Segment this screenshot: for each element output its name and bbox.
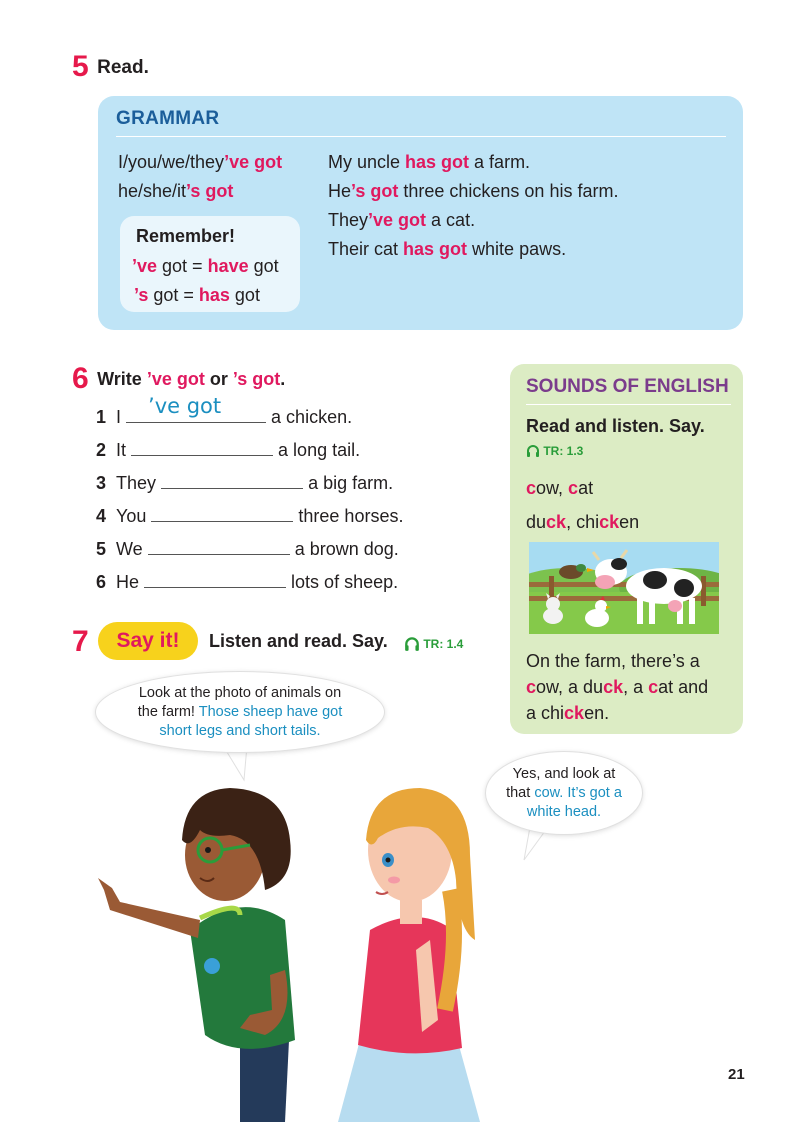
headphones-icon bbox=[526, 444, 540, 457]
text: cow. It’s got a bbox=[534, 785, 622, 801]
list-item bbox=[96, 569, 426, 602]
farm-illustration bbox=[529, 542, 719, 634]
audio-track[interactable] bbox=[526, 444, 583, 458]
text: , a bbox=[623, 677, 649, 697]
headphones-icon bbox=[404, 636, 420, 651]
item-number: 1 bbox=[96, 407, 107, 427]
text: My uncle bbox=[328, 152, 406, 172]
page-number: 21 bbox=[728, 1066, 745, 1083]
text-line: Look at the photo of animals on bbox=[138, 685, 342, 701]
item-number: 6 bbox=[96, 572, 107, 592]
text: a cat. bbox=[426, 210, 476, 230]
full-form: has bbox=[198, 285, 230, 305]
list-item bbox=[96, 470, 426, 503]
answer-blank[interactable] bbox=[144, 569, 286, 588]
grammar-example-1 bbox=[328, 148, 530, 177]
grammar-form-singular bbox=[118, 177, 233, 206]
text: en bbox=[619, 512, 640, 532]
item-number: 3 bbox=[96, 473, 107, 493]
remember-title: Remember! bbox=[136, 226, 236, 246]
item-number: 5 bbox=[96, 539, 107, 559]
text: , chi bbox=[566, 512, 600, 532]
text: got = bbox=[157, 256, 208, 276]
text-line: short legs and short tails. bbox=[159, 723, 321, 739]
bubble-text bbox=[96, 684, 384, 741]
sounds-of-english-box bbox=[510, 364, 743, 734]
text: white paws. bbox=[467, 239, 567, 259]
track-label: TR: 1.3 bbox=[543, 444, 584, 458]
item-rest: a brown dog. bbox=[294, 539, 399, 559]
text: that bbox=[506, 785, 535, 801]
say-it-label: Say it! bbox=[116, 629, 180, 652]
text: three chickens on his farm. bbox=[398, 181, 619, 201]
form-subjects: he/she/it bbox=[118, 181, 187, 201]
sentence-line-3 bbox=[526, 700, 708, 726]
grammar-example-2 bbox=[328, 177, 618, 206]
form-subjects: I/you/we/they bbox=[118, 152, 225, 172]
answer-blank[interactable] bbox=[161, 470, 303, 489]
text: ’ve got bbox=[146, 369, 205, 389]
farm-animals-image bbox=[529, 542, 719, 634]
sounds-title: SOUNDS OF ENGLISH bbox=[526, 376, 729, 397]
text: got bbox=[229, 285, 260, 305]
verb: ’ve got bbox=[368, 210, 427, 230]
text: He bbox=[328, 181, 352, 201]
text: du bbox=[526, 512, 547, 532]
text: at and bbox=[658, 677, 709, 697]
remember-box bbox=[120, 216, 300, 312]
text: got = bbox=[148, 285, 199, 305]
grammar-example-3 bbox=[328, 206, 475, 235]
text: the farm! bbox=[137, 704, 199, 720]
grammar-box bbox=[98, 96, 743, 330]
sound: c bbox=[568, 478, 579, 498]
item-subject: He bbox=[116, 572, 140, 592]
form-verb: ’s got bbox=[186, 181, 234, 201]
item-rest: three horses. bbox=[298, 506, 404, 526]
text: a chi bbox=[526, 703, 565, 723]
exercise-number: 6 bbox=[72, 362, 89, 395]
answer-blank[interactable] bbox=[126, 394, 266, 423]
sentence-line-2 bbox=[526, 674, 708, 700]
divider bbox=[116, 136, 726, 137]
sound: ck bbox=[599, 512, 620, 532]
text-line bbox=[96, 703, 384, 722]
item-subject: It bbox=[116, 440, 127, 460]
item-subject: They bbox=[116, 473, 157, 493]
item-rest: a chicken. bbox=[271, 407, 353, 427]
sound-words-1 bbox=[526, 478, 593, 499]
text: a farm. bbox=[469, 152, 531, 172]
sounds-instruction: Read and listen. Say. bbox=[526, 416, 705, 436]
item-rest: a long tail. bbox=[278, 440, 361, 460]
exercise-title: Read. bbox=[97, 57, 149, 78]
exercise-instruction: Listen and read. Say. bbox=[209, 631, 388, 651]
exercise-7-heading bbox=[72, 627, 89, 657]
answer-blank[interactable] bbox=[131, 437, 273, 456]
list-item bbox=[96, 394, 426, 437]
list-item bbox=[96, 536, 426, 569]
divider bbox=[526, 404, 731, 405]
item-rest: a big farm. bbox=[308, 473, 394, 493]
sound: ck bbox=[603, 677, 624, 697]
grammar-example-4 bbox=[328, 235, 566, 264]
sound: c bbox=[526, 478, 537, 498]
track-label: TR: 1.4 bbox=[423, 637, 464, 651]
item-subject: You bbox=[116, 506, 147, 526]
text: Write bbox=[97, 369, 147, 389]
verb: has got bbox=[405, 152, 470, 172]
exercise-6-list bbox=[96, 394, 426, 602]
sentence-line-1: On the farm, there’s a bbox=[526, 651, 700, 671]
sound: c bbox=[526, 677, 537, 697]
full-form: have bbox=[207, 256, 249, 276]
exercise-6-heading bbox=[72, 364, 285, 394]
grammar-form-plural bbox=[118, 148, 282, 177]
remember-line-1 bbox=[132, 252, 279, 281]
item-subject: We bbox=[116, 539, 143, 559]
exercise-5-heading bbox=[72, 52, 149, 82]
contraction: ’ve bbox=[132, 256, 158, 276]
text: Those sheep have got bbox=[198, 704, 343, 720]
exercise-title bbox=[97, 369, 285, 389]
text: ow, a du bbox=[536, 677, 604, 697]
answer-blank[interactable] bbox=[148, 536, 290, 555]
contraction: ’s bbox=[134, 285, 149, 305]
item-subject: I bbox=[116, 407, 122, 427]
exercise-number: 5 bbox=[72, 50, 89, 83]
girl-illustration bbox=[330, 780, 510, 1122]
text: at bbox=[578, 478, 594, 498]
text: or bbox=[204, 369, 233, 389]
boy-illustration bbox=[90, 770, 320, 1122]
text: Their cat bbox=[328, 239, 404, 259]
answer-blank[interactable] bbox=[151, 503, 293, 522]
item-number: 4 bbox=[96, 506, 107, 526]
sounds-sentence bbox=[526, 648, 708, 726]
speech-bubble-boy bbox=[96, 672, 384, 752]
exercise-number: 7 bbox=[72, 625, 89, 658]
text: . bbox=[280, 369, 286, 389]
text: ow, bbox=[536, 478, 569, 498]
audio-track[interactable] bbox=[404, 636, 463, 651]
list-item bbox=[96, 437, 426, 470]
text-line: Yes, and look at bbox=[512, 766, 616, 782]
verb: has got bbox=[403, 239, 468, 259]
item-number: 2 bbox=[96, 440, 107, 460]
grammar-title: GRAMMAR bbox=[116, 108, 220, 129]
sound: ck bbox=[546, 512, 567, 532]
list-item bbox=[96, 503, 426, 536]
remember-line-2 bbox=[134, 281, 260, 310]
text: got bbox=[248, 256, 279, 276]
say-it-badge bbox=[98, 622, 198, 660]
text: en. bbox=[584, 703, 610, 723]
text: ’s got bbox=[232, 369, 281, 389]
text: They bbox=[328, 210, 369, 230]
text-line: white head. bbox=[526, 804, 602, 820]
form-verb: ’ve got bbox=[224, 152, 283, 172]
sound: c bbox=[648, 677, 659, 697]
verb: ’s got bbox=[351, 181, 399, 201]
item-rest: lots of sheep. bbox=[291, 572, 399, 592]
handwritten-answer: ’ve got bbox=[148, 394, 222, 418]
sound-words-2 bbox=[526, 512, 639, 533]
sound: ck bbox=[564, 703, 585, 723]
